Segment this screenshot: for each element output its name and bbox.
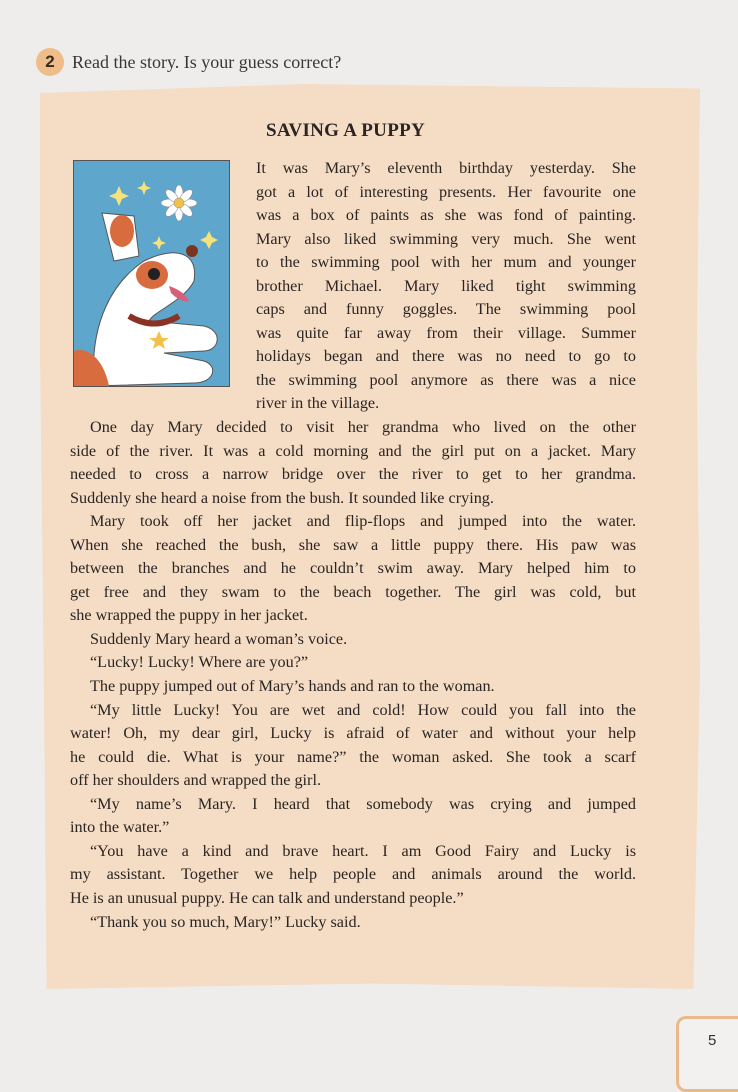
story-line: He is an unusual puppy. He can talk and understand people.” [70,888,464,907]
page-number: 5 [708,1032,717,1049]
story-line: into the water.” [70,818,170,837]
story-line: The puppy jumped out of Mary’s hands and ran to the woman. [90,677,495,696]
story-line: off her shoulders and wrapped the girl. [70,771,321,790]
story-line: get free and they swam to the beach together. The girl was cold, but [70,582,636,601]
story-text [70,157,636,934]
task-instruction: Read the story. Is your guess correct? [72,51,342,72]
story-line: “You have a kind and brave heart. I am Good Fairy and Lucky is [90,841,636,860]
story-line: When she reached the bush, she saw a little puppy there. His paw was [70,535,636,554]
story-line: my assistant. Together we help people and animals around the world. [70,865,636,884]
story-line: the swimming pool anymore as there was a nice [256,370,636,389]
story-line: caps and funny goggles. The swimming pool [256,300,636,319]
task-number-badge: 2 [36,48,64,76]
story-line: One day Mary decided to visit her grandma who lived on the other [90,418,636,437]
story-line: needed to cross a narrow bridge over the river to get to her grandma. [70,465,636,484]
story-line: was a box of paints as she was fond of painting. [256,206,636,225]
story-line: “My name’s Mary. I heard that somebody was crying and jumped [90,794,636,813]
story-line: It was Mary’s eleventh birthday yesterday. She [256,159,636,177]
story-line: brother Michael. Mary liked tight swimming [256,276,636,295]
story-line: holidays began and there was no need to go to [256,347,636,366]
story-line: side of the river. It was a cold morning and the girl put on a jacket. Mary [70,441,636,460]
story-line: between the branches and he couldn’t swim away. Mary helped him to [70,559,636,578]
story-line: “My little Lucky! You are wet and cold! How could you fall into the [90,700,636,719]
page-number-tab [676,1016,738,1092]
story-line: “Lucky! Lucky! Where are you?” [90,653,309,672]
story-line: Mary took off her jacket and flip-flops and jumped into the water. [90,512,636,531]
story-line: Mary also liked swimming very much. She went [256,229,636,248]
story-line: “Thank you so much, Mary!” Lucky said. [90,912,361,931]
story-line: was quite far away from their village. Summer [256,323,636,342]
story-line: got a lot of interesting presents. Her favourite one [256,182,636,201]
story-line: he could die. What is your name?” the woman asked. She took a scarf [70,747,636,766]
story-title: SAVING A PUPPY [266,120,426,141]
story-line: to the swimming pool with her mum and younger [256,253,636,272]
story-line: water! Oh, my dear girl, Lucky is afraid of water and without your help [70,724,636,743]
story-line: river in the village. [256,394,380,413]
story-line: she wrapped the puppy in her jacket. [70,606,308,625]
story-line: Suddenly Mary heard a woman’s voice. [90,629,348,648]
story-line: Suddenly she heard a noise from the bush. It sounded like crying. [70,488,494,507]
task-heading [36,48,341,76]
